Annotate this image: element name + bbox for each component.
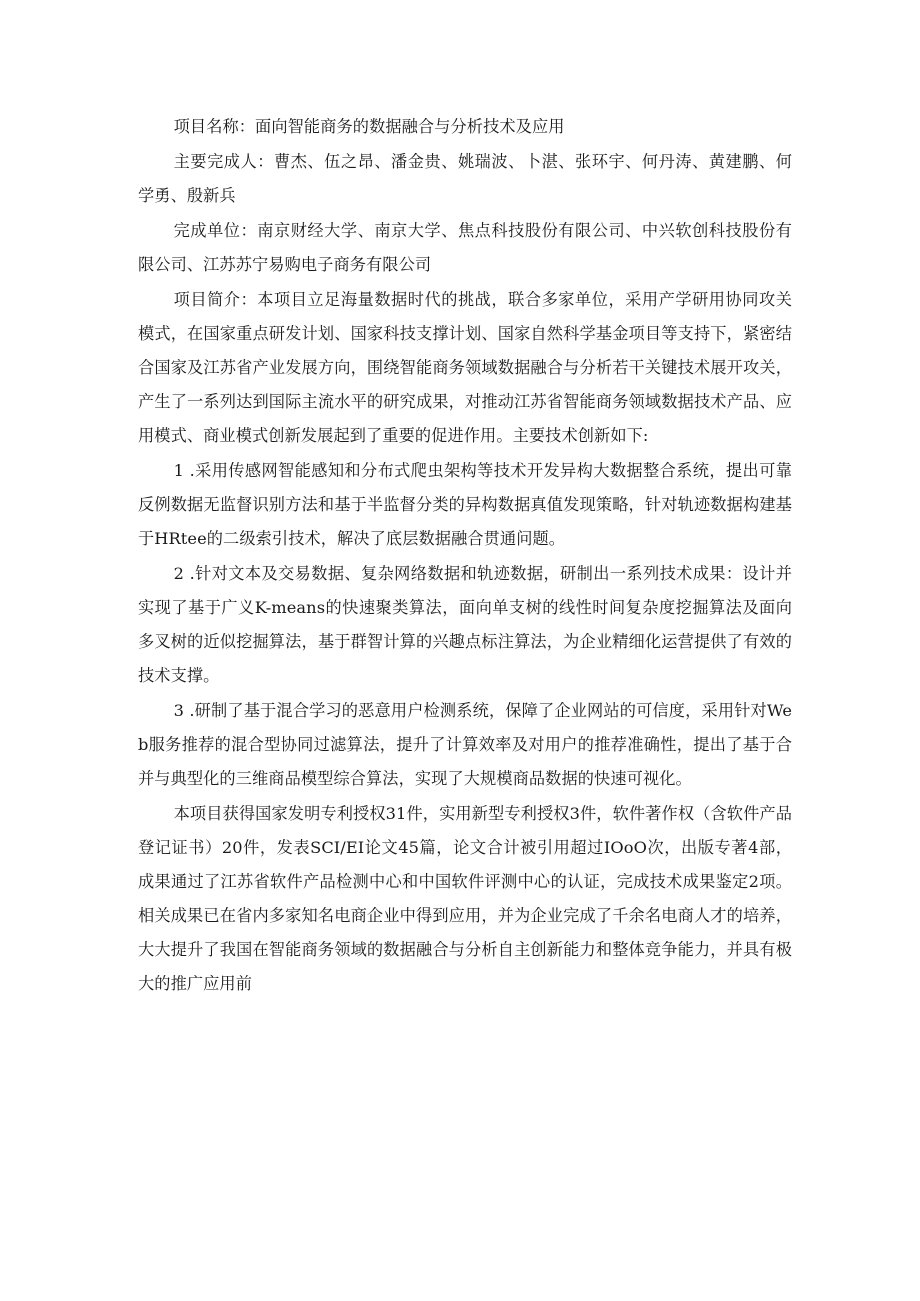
- innovation-3-paragraph: 3 .研制了基于混合学习的恶意用户检测系统，保障了企业网站的可信度，采用针对Web服务推荐的混合型协同过滤算法，提升了计算效率及对用户的推荐准确性，提出了基于合并与典型化的三维商品模型综合算法，实现了大规模商品数据的快速可视化。: [138, 701, 792, 788]
- innovation-2-paragraph: 2 .针对文本及交易数据、复杂网络数据和轨迹数据，研制出一系列技术成果：设计并实现了基于广义K-means的快速聚类算法，面向单支树的线性时间复杂度挖掘算法及面向多叉树的近似挖掘算法，基于群智计算的兴趣点标注算法，为企业精细化运营提供了有效的技术支撑。: [138, 564, 792, 685]
- document-body: [138, 110, 792, 1001]
- project-name-paragraph: 项目名称：面向智能商务的数据融合与分析技术及应用: [173, 117, 565, 136]
- innovation-1-paragraph: 1 .采用传感网智能感知和分布式爬虫架构等技术开发异构大数据整合系统，提出可靠反例数据无监督识别方法和基于半监督分类的异构数据真值发现策略，针对轨迹数据构建基于HRtee的二级索引技术，解决了底层数据融合贯通问题。: [138, 461, 792, 548]
- completing-units-paragraph: 完成单位：南京财经大学、南京大学、焦点科技股份有限公司、中兴软创科技股份有限公司、江苏苏宁易购电子商务有限公司: [138, 221, 792, 274]
- project-summary-paragraph: 项目简介：本项目立足海量数据时代的挑战，联合多家单位，采用产学研用协同攻关模式，在国家重点研发计划、国家科技支撑计划、国家自然科学基金项目等支持下，紧密结合国家及江苏省产业发展方向，围绕智能商务领域数据融合与分析若干关键技术展开攻关，产生了一系列达到国际主流水平的研究成果，对推动江苏省智能商务领域数据技术产品、应用模式、商业模式创新发展起到了重要的促进作用。主要技术创新如下:: [138, 290, 792, 445]
- main-contributors-paragraph: 主要完成人：曹杰、伍之昂、潘金贵、姚瑞波、卜湛、张环宇、何丹涛、黄建鹏、何学勇、殷新兵: [138, 152, 792, 205]
- achievements-paragraph: 本项目获得国家发明专利授权31件，实用新型专利授权3件，软件著作权（含软件产品登记证书）20件，发表SCI/EI论文45篇，论文合计被引用超过IOoO次，出版专著4部，成果通过了江苏省软件产品检测中心和中国软件评测中心的认证，完成技术成果鉴定2项。相关成果已在省内多家知名电商企业中得到应用，并为企业完成了千余名电商人才的培养，大大提升了我国在智能商务领域的数据融合与分析自主创新能力和整体竞争能力，并具有极大的推广应用前: [138, 804, 792, 993]
